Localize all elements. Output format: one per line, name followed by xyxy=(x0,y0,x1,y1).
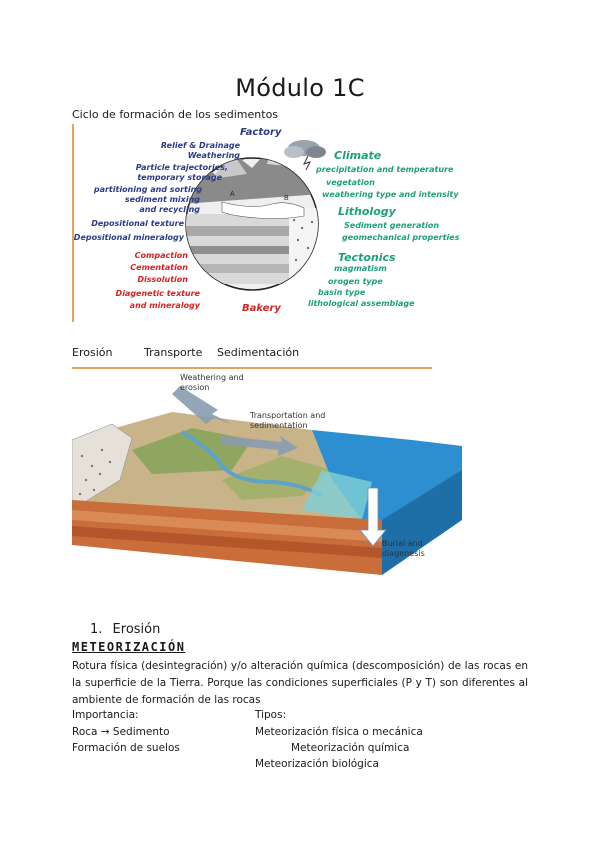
factory-label: Factory xyxy=(240,127,282,138)
bakery-label: Bakery xyxy=(242,303,281,314)
importancia-item: Roca → Sedimento xyxy=(72,726,170,738)
importancia-item: Formación de suelos xyxy=(72,742,180,754)
page-title: Módulo 1C xyxy=(235,74,365,102)
tipo-item: Meteorización física o mecánica xyxy=(255,726,423,738)
section-title: Erosión xyxy=(112,622,161,637)
left-process-label: Relief & Drainage xyxy=(160,141,240,150)
diagenesis-label: Cementation xyxy=(130,263,188,272)
section-number: 1. xyxy=(90,622,103,637)
tipos-label: Tipos: xyxy=(255,709,287,721)
tipo-item: Meteorización química xyxy=(291,742,410,754)
climate-item: vegetation xyxy=(326,178,375,187)
steps-divider xyxy=(72,367,432,369)
weathering-label: erosion xyxy=(180,383,210,392)
left-process-label: Depositional texture xyxy=(91,219,184,228)
importancia-label: Importancia: xyxy=(72,709,139,721)
tectonics-heading: Tectonics xyxy=(338,251,396,264)
burial-label: diagenesis xyxy=(382,549,425,558)
lithology-heading: Lithology xyxy=(338,205,396,218)
tectonics-item: basin type xyxy=(318,288,366,297)
tipo-item: Meteorización biológica xyxy=(255,758,379,770)
cycle-subtitle: Ciclo de formación de los sedimentos xyxy=(72,108,279,121)
diagenesis-label: and mineralogy xyxy=(129,301,200,310)
tectonics-item: orogen type xyxy=(328,277,383,286)
step-erosion: Erosión xyxy=(72,346,113,359)
step-transport: Transporte xyxy=(144,346,203,359)
transportation-label: sedimentation xyxy=(250,421,308,430)
climate-item: precipitation and temperature xyxy=(316,165,454,174)
left-process-label: Particle trajectories, xyxy=(135,163,228,172)
meteorizacion-heading: METEORIZACIÓN xyxy=(72,640,186,654)
transportation-label: Transportation and xyxy=(250,411,326,420)
section-heading xyxy=(90,622,160,637)
left-process-label: Depositional mineralogy xyxy=(73,233,184,242)
left-process-label: sediment mixing xyxy=(124,195,200,204)
left-process-label: temporary storage xyxy=(137,173,222,182)
lithology-item: geomechanical properties xyxy=(342,233,460,242)
lithology-item: Sediment generation xyxy=(344,221,440,230)
unit-label-b: B xyxy=(284,195,289,202)
burial-label: Burial and xyxy=(382,539,423,548)
left-process-label: Weathering xyxy=(187,151,240,160)
left-process-label: and recycling xyxy=(139,205,200,214)
climate-item: weathering type and intensity xyxy=(322,190,459,199)
definition-paragraph: Rotura física (desintegración) y/o alteración química (descomposición) de las rocas en la superficie de la Tierra. Porque las condiciones superficiales (P y T) son diferentes al ambiente de formación de las rocas xyxy=(72,660,528,706)
diagenesis-label: Dissolution xyxy=(137,275,188,284)
diagenesis-label: Diagenetic texture xyxy=(115,289,200,298)
sediment-process-figure xyxy=(72,370,462,585)
left-process-label: partitioning and sorting xyxy=(93,185,202,194)
weathering-label: Weathering and xyxy=(180,373,244,382)
unit-label-a: A xyxy=(230,191,235,198)
diagenesis-label: Compaction xyxy=(134,251,188,260)
step-sedimentation: Sedimentación xyxy=(217,346,300,359)
tectonics-item: lithological assemblage xyxy=(308,299,415,308)
tectonics-item: magmatism xyxy=(334,264,387,273)
sediment-cycle-figure xyxy=(72,124,472,324)
climate-heading: Climate xyxy=(334,149,382,162)
